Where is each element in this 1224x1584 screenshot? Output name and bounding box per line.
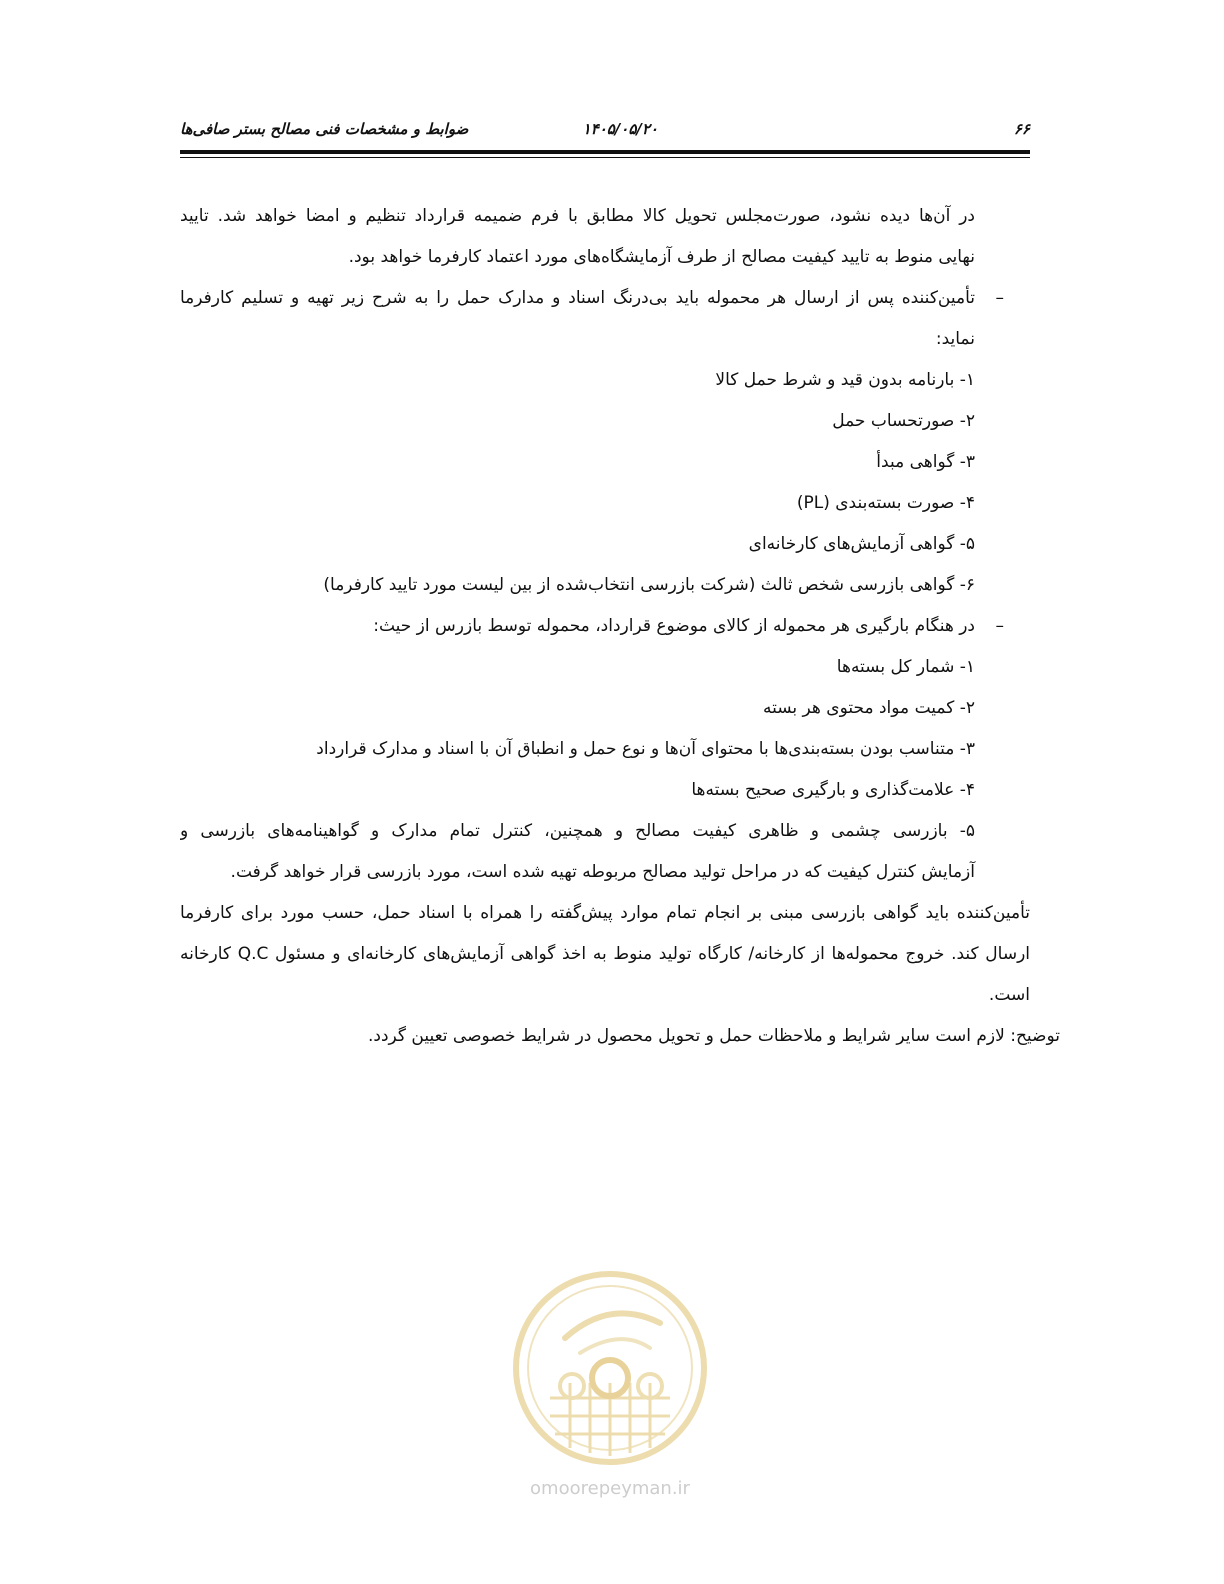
document-title: ضوابط و مشخصات فنی مصالح بستر صافی‌ها: [180, 120, 469, 138]
list-item: ۳- گواهی مبدأ: [876, 452, 975, 472]
document-body: [180, 196, 1060, 1057]
list-item: ۳- متناسب بودن بسته‌بندی‌ها با محتوای آن‌ها و نوع حمل و انطباق آن با اسناد و مدارک قرارداد: [316, 739, 975, 759]
list-item: ۴- علامت‌گذاری و بارگیری صحیح بسته‌ها: [691, 780, 975, 800]
header-rule-thick: [180, 150, 1030, 154]
watermark-logo-icon: [510, 1268, 710, 1468]
paragraph-line: است.: [988, 985, 1030, 1005]
list-item: ۲- صورتحساب حمل: [832, 411, 975, 431]
header-date: ۱۴۰۵/۰۵/۲۰: [582, 120, 658, 138]
paragraph-line: در آن‌ها دیده نشود، صورت‌مجلس تحویل کالا مطابق با فرم ضمیمه قرارداد تنظیم و امضا خواهد شد. تایید: [180, 206, 975, 226]
list-item: ۶- گواهی بازرسی شخص ثالث (شرکت بازرسی انتخاب‌شده از بین لیست مورد تایید کارفرما): [323, 575, 975, 595]
page-header: [180, 120, 1030, 144]
watermark-url: omoorepeyman.ir: [530, 1478, 690, 1499]
page-number: ۶۶: [1013, 120, 1030, 138]
bullet-text: تأمین‌کننده پس از ارسال هر محموله باید بی‌درنگ اسناد و مدارک حمل را به شرح زیر تهیه و تسلیم کارفرما: [180, 288, 975, 308]
list-item: ۵- گواهی آزمایش‌های کارخانه‌ای: [748, 534, 975, 554]
header-rule-thin: [180, 157, 1030, 158]
dash-bullet-icon: –: [995, 288, 1004, 308]
bullet-continuation: نماید:: [935, 329, 975, 349]
dash-bullet-icon: –: [995, 616, 1004, 636]
list-item: ۱- شمار کل بسته‌ها: [836, 657, 975, 677]
bullet-item: [180, 278, 1030, 319]
paragraph-line: ارسال کند. خروج محموله‌ها از کارخانه/ کارگاه تولید منوط به اخذ گواهی آزمایش‌های کارخانه‌ای و مسئول Q.C کارخانه: [180, 944, 1030, 964]
note-line: توضیح: لازم است سایر شرایط و ملاحظات حمل و تحویل محصول در شرایط خصوصی تعیین گردد.: [367, 1026, 1060, 1046]
paragraph-line: تأمین‌کننده باید گواهی بازرسی مبنی بر انجام تمام موارد پیش‌گفته را همراه با اسناد حمل، حسب مورد برای کارفرما: [180, 903, 1030, 923]
bullet-item: [180, 606, 1030, 647]
list-item: ۱- بارنامه بدون قید و شرط حمل کالا: [715, 370, 975, 390]
list-item: ۲- کمیت مواد محتوی هر بسته: [762, 698, 975, 718]
bullet-text: در هنگام بارگیری هر محموله از کالای موضوع قرارداد، محموله توسط بازرس از حیث:: [373, 616, 975, 636]
list-item-continuation: آزمایش کنترل کیفیت که در مراحل تولید مصالح مربوطه تهیه شده است، مورد بازرسی قرار خواهد گرفت.: [230, 862, 975, 882]
paragraph-line: نهایی منوط به تایید کیفیت مصالح از طرف آزمایشگاه‌های مورد اعتماد کارفرما خواهد بود.: [348, 247, 975, 267]
list-item: ۵- بازرسی چشمی و ظاهری کیفیت مصالح و همچنین، کنترل تمام مدارک و گواهینامه‌های بازرسی و: [180, 821, 975, 841]
list-item: ۴- صورت بسته‌بندی (PL): [796, 493, 975, 513]
